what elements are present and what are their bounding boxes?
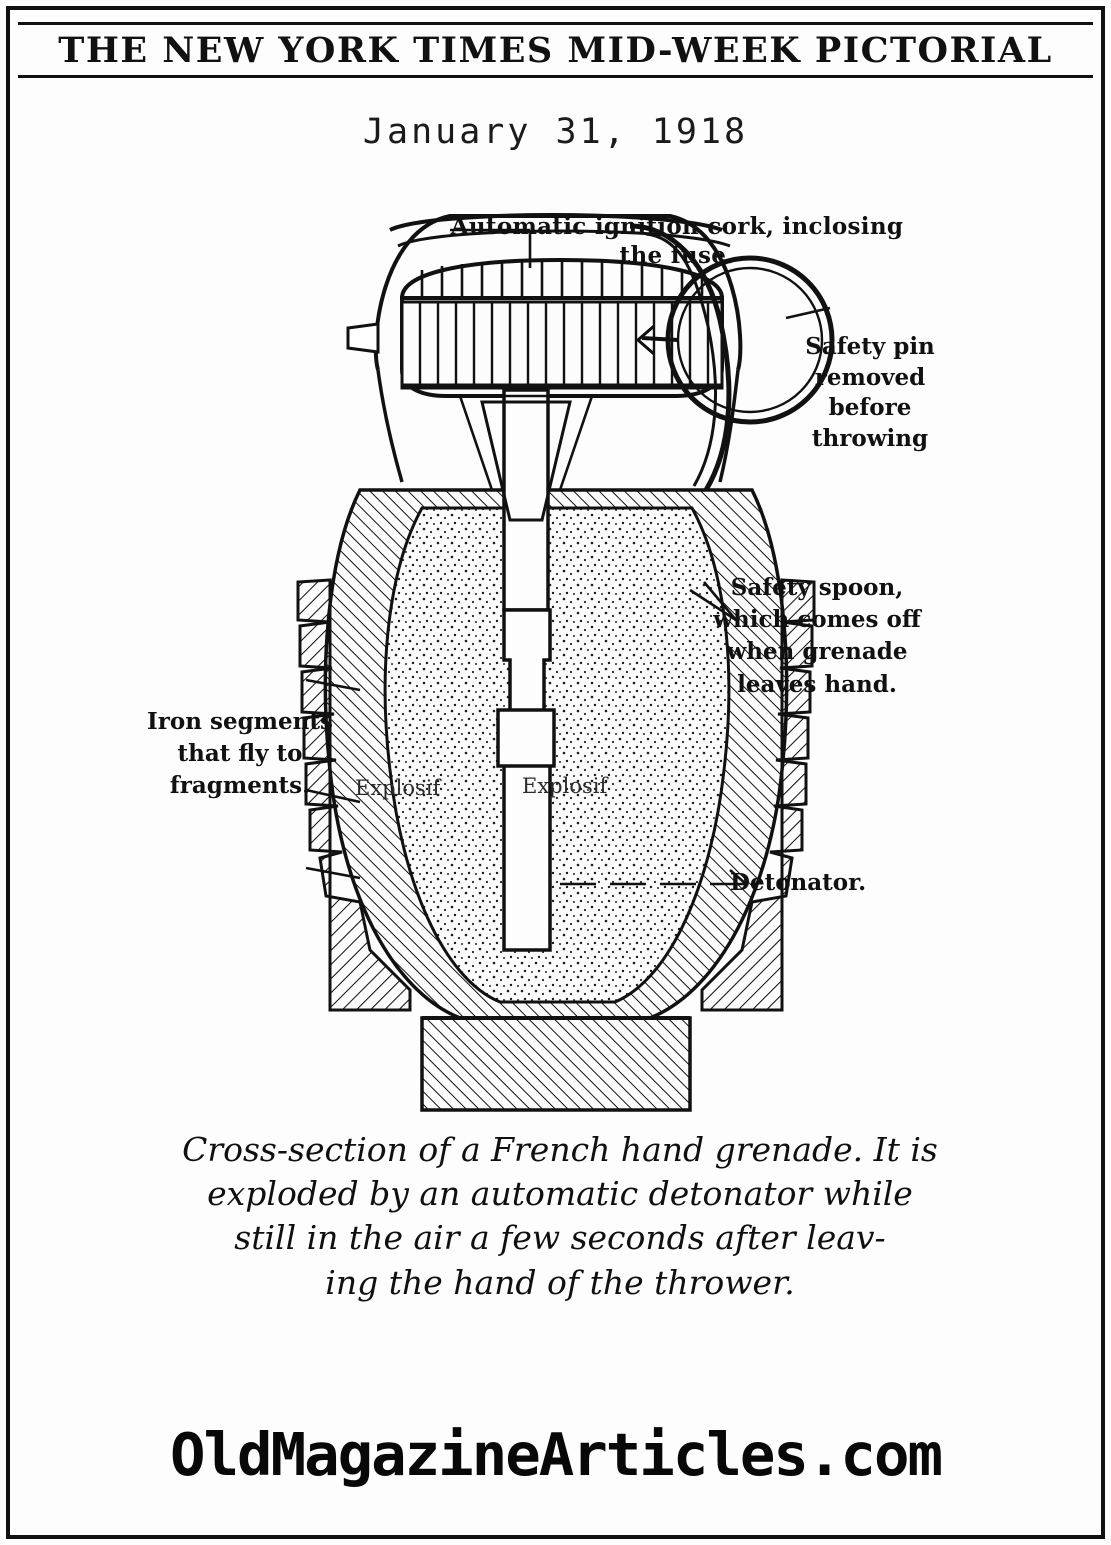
caption-line-2: exploded by an automatic detonator while	[207, 1174, 913, 1214]
label-ignition-cork: Automatic ignition cork, inclosing the fuse.	[450, 213, 904, 270]
label-safety-spoon: Safety spoon, which comes off when grenade leaves hand.	[713, 574, 921, 698]
label-explosive-right: Explosif	[522, 774, 608, 798]
label-explosive-left: Explosif	[355, 776, 441, 800]
label-detonator: Detonator.	[730, 869, 867, 896]
masthead-title: THE NEW YORK TIMES MID-WEEK PICTORIAL	[58, 29, 1053, 71]
caption-line-3: still in the air a few seconds after leav-	[234, 1218, 886, 1258]
caption-line-4: ing the hand of the thrower.	[325, 1262, 795, 1302]
label-safety-pin: Safety pin removed before throwing	[805, 333, 935, 452]
grenade-cross-section-figure	[30, 190, 1080, 1120]
site-brand: OldMagazineArticles.com	[170, 1420, 941, 1489]
caption-line-1: Cross-section of a French hand grenade. It is	[182, 1130, 938, 1169]
masthead	[18, 22, 1093, 78]
issue-date: January 31, 1918	[362, 112, 749, 152]
figure-caption	[60, 1128, 1060, 1305]
label-iron-segments: Iron segments that fly to fragments.	[147, 708, 333, 800]
